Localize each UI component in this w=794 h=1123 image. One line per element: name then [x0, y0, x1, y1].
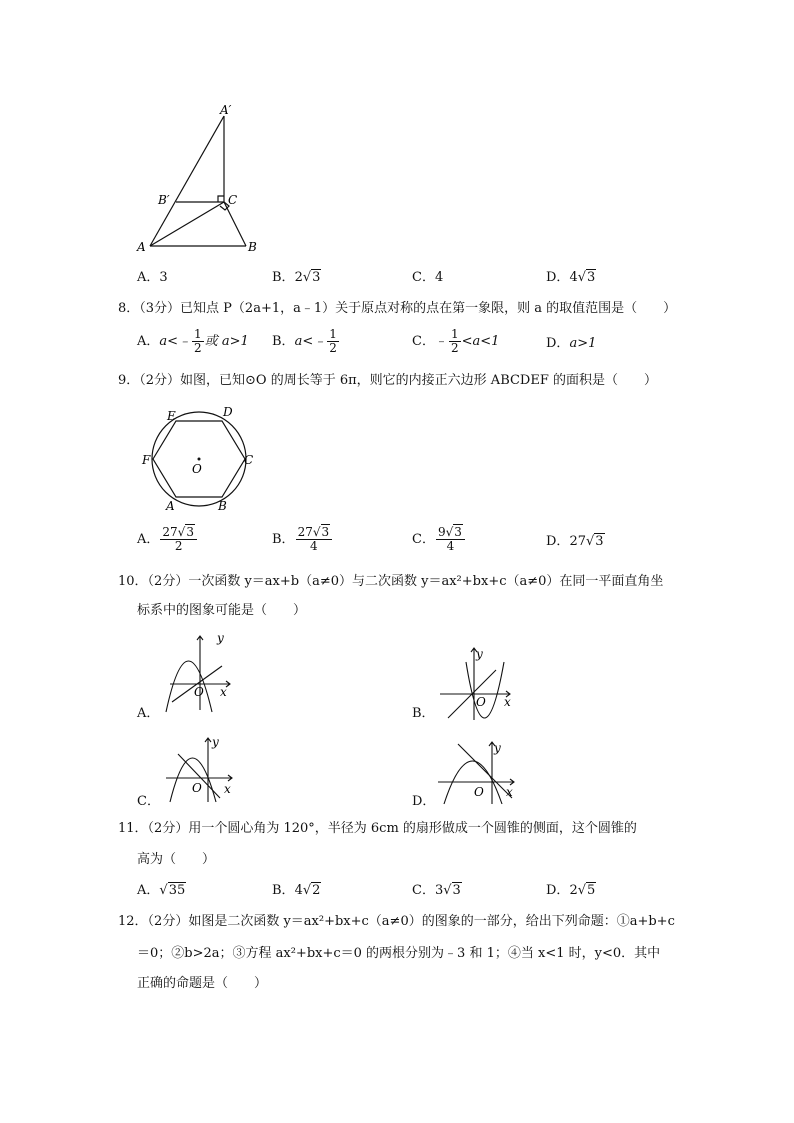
q8-option-a[interactable]: A．a<﹣ $\frac{1}{2}$ 或 a>1 [137, 327, 249, 355]
label-e: E [167, 409, 176, 423]
q8-option-b[interactable]: B．a<﹣ $\frac{1}{2}$ [272, 327, 337, 355]
q10-stem-line1: 10．（2分）一次函数 y＝ax+b（a≠0）与二次函数 y＝ax²+bx+c（a≠0）在同一平面直角坐 [118, 574, 664, 589]
svg-text:y: y [212, 735, 219, 749]
q11-option-a[interactable]: A．√35 [137, 883, 186, 898]
label-b-prime: B′ [158, 193, 170, 207]
q9-stem: 9．（2分）如图，已知⊙O 的周长等于 6π，则它的内接正六边形 ABCDEF 的面积是（ ） [118, 373, 657, 388]
hexagon-figure [138, 400, 268, 516]
triangle-figure [130, 98, 270, 260]
q8-option-d[interactable]: D．a>1 [546, 336, 597, 351]
graph-option-d [436, 738, 526, 806]
sqrt-symbol: √3 [577, 270, 596, 285]
svg-text:x: x [220, 685, 227, 699]
q7-option-d[interactable]: D．4√3 [546, 268, 596, 288]
q11-stem-line1: 11．（2分）用一个圆心角为 120°，半径为 6cm 的扇形做成一个圆锥的侧面，这个圆锥的 [118, 821, 637, 836]
q8-stem: 8．（3分）已知点 P（2a+1，a﹣1）关于原点对称的点在第一象限，则 a 的取值范围是（ ） [118, 301, 677, 316]
q10-option-c[interactable]: C． [137, 794, 160, 809]
label-b: B [248, 240, 257, 254]
q11-option-b[interactable]: B．4√2 [272, 883, 321, 898]
q12-line2: ＝0；②b>2a；③方程 ax²+bx+c＝0 的两根分别为﹣3 和 1；④当 x<1 时，y<0．其中 [137, 946, 661, 961]
q7-option-c[interactable]: C．4 [412, 270, 444, 285]
label-a-prime: A′ [220, 103, 232, 117]
label-a: A [137, 240, 146, 254]
graph-option-c [160, 734, 240, 804]
label-o: O [192, 462, 202, 476]
svg-text:x: x [504, 695, 511, 709]
label-b: B [218, 499, 227, 513]
svg-text:y: y [476, 647, 483, 661]
svg-text:y: y [494, 741, 501, 755]
svg-text:x: x [506, 785, 513, 799]
q10-stem-line2: 标系中的图象可能是（ ） [137, 603, 307, 618]
svg-text:O: O [194, 685, 204, 699]
svg-text:y: y [217, 632, 224, 645]
q11-stem-line2: 高为（ ） [137, 852, 216, 867]
q10-option-a[interactable]: A． [137, 706, 160, 721]
label-c: C [228, 193, 238, 207]
q9-option-a[interactable]: A． $\frac{27√3}{2}$ [137, 526, 198, 553]
svg-text:O: O [476, 695, 486, 709]
q12-line1: 12．（2分）如图是二次函数 y＝ax²+bx+c（a≠0）的图象的一部分，给出下列命题：①a+b+c [118, 914, 675, 929]
q9-option-c[interactable]: C． $\frac{9√3}{4}$ [412, 526, 466, 553]
q7-option-b[interactable]: B．2√3 [272, 268, 321, 288]
q9-option-d[interactable]: D．27√3 [546, 534, 604, 549]
graph-option-b [436, 644, 520, 722]
q9-option-b[interactable]: B． $\frac{27√3}{4}$ [272, 526, 333, 553]
label-c: C [244, 453, 254, 467]
svg-text:x: x [224, 782, 231, 796]
label-f: F [142, 453, 151, 467]
q10-option-d[interactable]: D． [412, 794, 436, 809]
svg-text:O: O [192, 781, 202, 795]
q11-option-d[interactable]: D．2√5 [546, 883, 596, 898]
q10-option-b[interactable]: B． [412, 706, 435, 721]
q11-option-c[interactable]: C．3√3 [412, 883, 461, 898]
label-d: D [223, 405, 233, 419]
graph-option-a [160, 632, 240, 714]
svg-text:O: O [474, 785, 484, 799]
label-a: A [166, 499, 175, 513]
q12-line3: 正确的命题是（ ） [137, 976, 268, 991]
q8-option-c[interactable]: C．﹣ $\frac{1}{2}$ <a<1 [412, 327, 500, 355]
q7-option-a[interactable]: A．3 [137, 270, 168, 285]
sqrt-symbol: √3 [302, 270, 321, 285]
